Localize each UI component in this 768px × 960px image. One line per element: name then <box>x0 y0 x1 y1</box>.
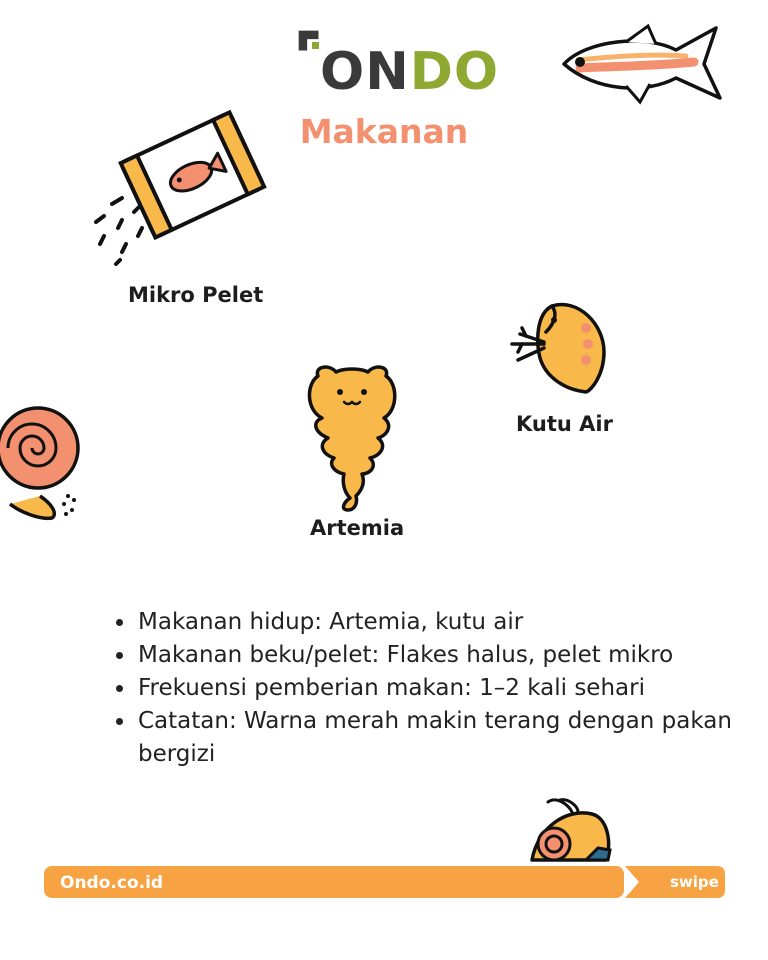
micro-pellet-label: Mikro Pelet <box>128 283 264 307</box>
list-item: • Catatan: Warna merah makin terang dengan pakan bergizi <box>136 705 736 771</box>
swipe-button[interactable]: swipe <box>670 873 719 891</box>
artemia-icon <box>300 362 404 514</box>
page-title: Makanan <box>299 112 469 151</box>
brand-logo <box>290 22 500 102</box>
list-item: • Makanan beku/pelet: Flakes halus, pelet mikro <box>136 639 736 672</box>
brand-name-part2: DO <box>409 42 500 102</box>
snail-left-icon <box>0 400 84 524</box>
list-item: • Frekuensi pemberian makan: 1–2 kali sehari <box>136 672 736 705</box>
brand-name-part1: ON <box>320 42 410 102</box>
footer-website-link[interactable]: Ondo.co.id <box>60 873 164 893</box>
micro-pellet-pack-icon <box>92 104 272 269</box>
brand-wordmark <box>320 42 500 102</box>
feeding-notes-list <box>110 606 736 771</box>
neon-fish-icon <box>556 20 728 106</box>
artemia-label: Artemia <box>310 516 405 540</box>
water-flea-label: Kutu Air <box>516 412 613 436</box>
list-item: • Makanan hidup: Artemia, kutu air <box>136 606 736 639</box>
snail-bottom-icon <box>528 796 614 868</box>
water-flea-icon <box>506 294 610 398</box>
